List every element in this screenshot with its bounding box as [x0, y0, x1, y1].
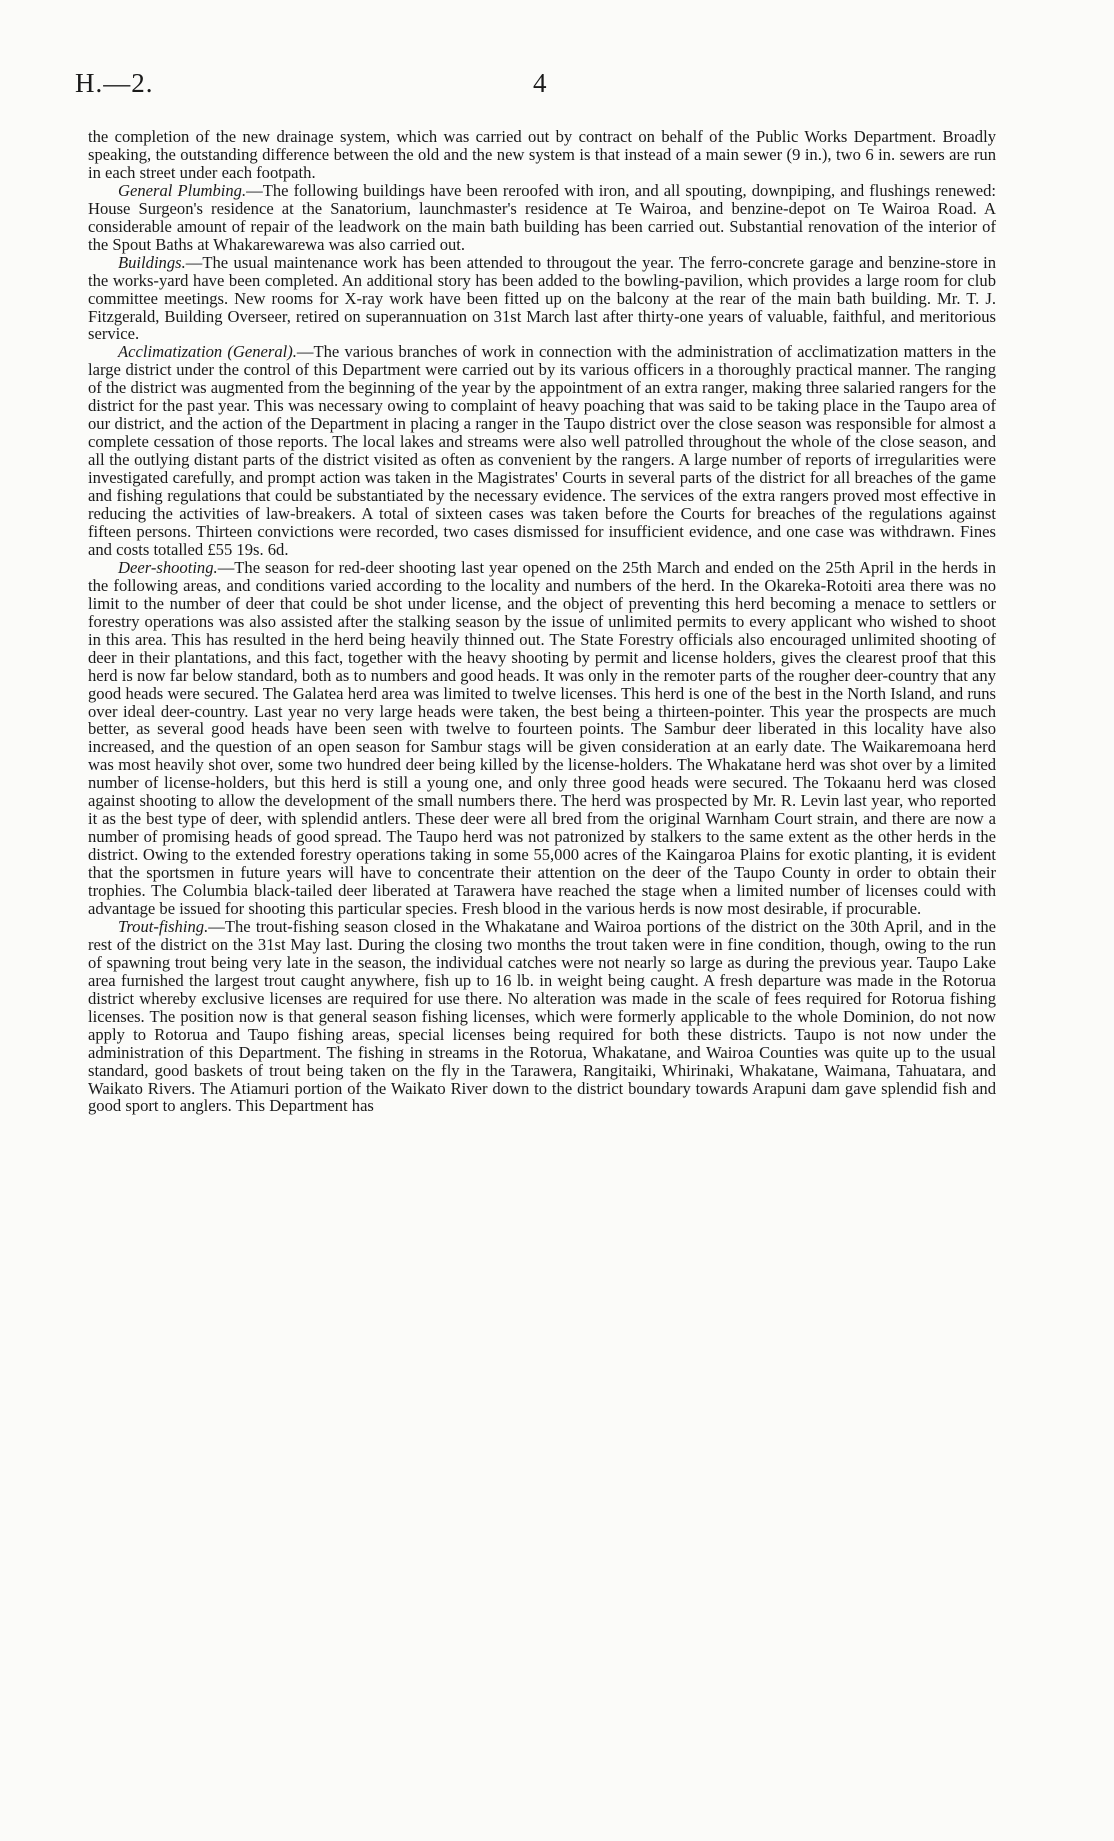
section-heading: Buildings. — [118, 252, 186, 272]
paragraph-text: —The following buildings have been reroofed with iron, and all spouting, downpiping, and flushings renewed: House Surgeon's residence at the Sanatorium, launchmaster's residence at Te Wairoa, and benzine-depot on Te Wairoa Road. A considerable amount of repair of the leadwork on the main bath building has been carried out. Substantial renovation of the interior of the Spout Baths at Whakarewarewa was also carried out. — [88, 180, 997, 254]
paragraph-acclimatization — [88, 343, 996, 558]
section-heading: Acclimatization (General). — [118, 342, 297, 362]
page-number: 4 — [533, 68, 547, 98]
paragraph-text: —The usual maintenance work has been attended to througout the year. The ferro-concrete garage and benzine-store in the works-yard have been completed. An additional story has been added to the bowling-pavilion, which provides a large room for club committee meetings. New rooms for X-ray work have been fitted up on the balcony at the rear of the main bath building. Mr. T. J. Fitzgerald, Building Overseer, retired on superannuation on 31st March last after thirty-one years of valuable, faithful, and meritorious service. — [88, 252, 996, 344]
paragraph-text: —The season for red-deer shooting last year opened on the 25th March and ended on the 25th April in the herds in the following areas, and conditions varied according to the locality and numbers of the herd. In the Okareka-Rotoiti area there was no limit to the number of deer that could be shot under license, and the object of preventing this herd becoming a menace to settlers or forestry operations was also assisted after the stalking season by the issue of unlimited permits to every applicant who wished to shoot in this area. This has resulted in the herd being heavily thinned out. The State Forestry officials also encouraged unlimited shooting of deer in their plantations, and this fact, together with the heavy shooting by permit and license holders, gives the clearest proof that this herd is now far below standard, both as to numbers and good heads. It was only in the remoter parts of the rougher deer-country that any good heads were secured. The Galatea herd area was limited to twelve licenses. This herd is one of the best in the North Island, and runs over ideal deer-country. Last year no very large heads were taken, the best being a thirteen-pointer. This year the prospects are much better, as several good heads have been seen with twelve to fourteen points. The Sambur deer liberated in this locality have also increased, and the question of an open season for Sambur stags will be given consideration at an early date. The Waikaremoana herd was most heavily shot over, some two hundred deer being killed by the license-holders. The Whakatane herd was shot over by a limited number of license-holders, but this herd is still a young one, and only three good heads were secured. The Tokaanu herd was closed against shooting to allow the development of the small numbers there. The herd was prospected by Mr. R. Levin last year, who reported it as the best type of deer, with splendid antlers. These deer were all bred from the original Warnham Court strain, and there are now a number of promising heads of good spread. The Taupo herd was not patronized by stalkers to the same extent as the other herds in the district. Owing to the extended forestry operations taking in some 55,000 acres of the Kaingaroa Plains for exotic planting, it is evident that the sportsmen in future years will have to concentrate their attention on the deer of the Taupo County in order to obtain their trophies. The Columbia black-tailed deer liberated at Tarawera have reached the stage when a limited number of licenses could with advantage be issued for shooting this particular species. Fresh blood in the various herds is now most desirable, if procurable. — [88, 557, 996, 918]
body-text — [88, 128, 996, 1115]
paragraph-deer-shooting — [88, 559, 996, 918]
section-heading: Trout-fishing. — [118, 916, 209, 936]
section-heading: General Plumbing. — [118, 180, 247, 200]
report-reference: H.—2. — [75, 68, 154, 98]
paragraph-buildings — [88, 254, 996, 344]
paragraph-text: —The various branches of work in connection with the administration of acclimatization matters in the large district under the control of this Department were carried out by its various officers in a thoroughly practical manner. The ranging of the district was augmented from the beginning of the year by the appointment of an extra ranger, making three salaried rangers for the district for the past year. This was necessary owing to complaint of heavy poaching that was said to be taking place in the Taupo area of our district, and the action of the Department in placing a ranger in the Taupo district over the close season was responsible for almost a complete cessation of those reports. The local lakes and streams were also well patrolled throughout the whole of the close season, and all the outlying distant parts of the district visited as often as convenient by the rangers. A large number of reports of irregularities were investigated carefully, and prompt action was taken in the Magistrates' Courts in several parts of the district for all breaches of the game and fishing regulations that could be substantiated by the necessary evidence. The services of the extra rangers proved most effective in reducing the activities of law-breakers. A total of sixteen cases was taken before the Courts for breaches of the regulations against fifteen persons. Thirteen convictions were recorded, two cases dismissed for insufficient evidence, and one case was withdrawn. Fines and costs totalled £55 19s. 6d. — [88, 342, 996, 559]
section-heading: Deer-shooting. — [118, 557, 218, 577]
paragraph-text: the completion of the new drainage system, which was carried out by contract on behalf of the Public Works Department. Broadly speaking, the outstanding difference between the old and the new system is that instead of a main sewer (9 in.), two 6 in. sewers are run in each street under each footpath. — [88, 127, 996, 182]
paragraph-text: —The trout-fishing season closed in the Whakatane and Wairoa portions of the district on the 30th April, and in the rest of the district on the 31st May last. During the closing two months the trout taken were in fine condition, though, owing to the run of spawning trout being very late in the season, the individual catches were not nearly so large as during the previous year. Taupo Lake area furnished the largest trout caught anywhere, fish up to 16 lb. in weight being caught. A fresh departure was made in the Rotorua district whereby exclusive licenses are required for use there. No alteration was made in the scale of fees required for Rotorua fishing licenses. The position now is that general season fishing licenses, which were formerly applicable to the whole Dominion, do not now apply to Rotorua and Taupo fishing areas, special licenses being required for both these districts. Taupo is not now under the administration of this Department. The fishing in streams in the Rotorua, Whakatane, and Wairoa Counties was quite up to the usual standard, good baskets of trout being taken on the fly in the Tarawera, Rangitaiki, Whirinaki, Whakatane, Waimana, Tahuatara, and Waikato Rivers. The Atiamuri portion of the Waikato River down to the district boundary towards Arapuni dam gave splendid fish and good sport to anglers. This Department has — [88, 916, 996, 1116]
paragraph-drainage — [88, 128, 996, 182]
paragraph-general-plumbing — [88, 182, 996, 254]
paragraph-trout-fishing — [88, 918, 996, 1115]
